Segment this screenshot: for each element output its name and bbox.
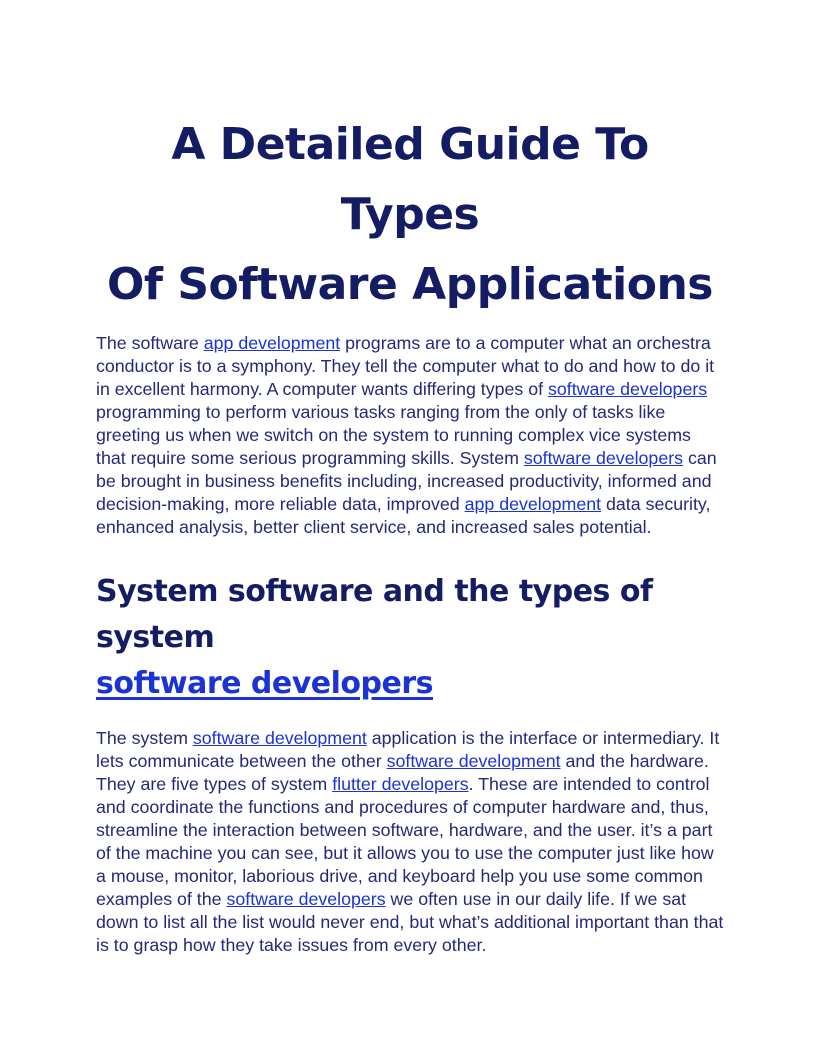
app-development-link-2[interactable]: app development — [464, 494, 602, 514]
intro-text-4: can be brought in business benefits including, increased productivity, informed and decision-making, more reliable data, improved — [96, 448, 717, 514]
software-development-link[interactable]: software development — [192, 728, 367, 748]
section-text-5: we often use in our daily life. If we sat down to list all the list would never end, but what’s additional important than that is to grasp how they take issues from every other. — [96, 889, 724, 955]
intro-text-2: programs are to a computer what an orchestra conductor is to a symphony. They tell the computer what to do and how to do it in excellent harmony. A computer wants differing types of — [96, 333, 715, 399]
section-heading-text: System software and the types of system — [96, 574, 653, 655]
document-content — [96, 110, 724, 957]
section-paragraph — [96, 727, 724, 957]
intro-text-5: data security, enhanced analysis, better client service, and increased sales potential. — [96, 494, 711, 537]
app-development-link[interactable]: app development — [203, 333, 341, 353]
section-text-1: The system — [96, 728, 193, 748]
section-heading — [96, 569, 724, 707]
section-text-4: . These are intended to control and coordinate the functions and procedures of computer hardware and, thus, streamline the interaction between software, hardware, and the user. it’s a part of the machine you can see, but it allows you to use the computer just like how a mouse, monitor, laborious drive, and keyboard help you use some common examples of the — [96, 774, 714, 909]
page-title — [96, 110, 724, 320]
section-text-3: and the hardware. They are five types of system — [96, 751, 709, 794]
section-text-2: application is the interface or intermediary. It lets communicate between the other — [96, 728, 720, 771]
software-developers-link-3[interactable]: software developers — [226, 889, 386, 909]
software-developers-link-2[interactable]: software developers — [523, 448, 684, 468]
software-development-link-2[interactable]: software development — [386, 751, 561, 771]
page-title-line-1: A Detailed Guide To Types — [171, 119, 649, 240]
intro-text-3: programming to perform various tasks ranging from the only of tasks like greeting us when we switch on the system to running complex vice systems that require some serious programming skills. System — [96, 402, 691, 468]
intro-text-1: The software — [96, 333, 204, 353]
section-heading-link[interactable]: software developers — [96, 666, 433, 701]
intro-paragraph — [96, 332, 724, 539]
page-title-line-2: Of Software Applications — [107, 259, 713, 310]
software-developers-link[interactable]: software developers — [548, 379, 708, 399]
flutter-developers-link[interactable]: flutter developers — [332, 774, 469, 794]
